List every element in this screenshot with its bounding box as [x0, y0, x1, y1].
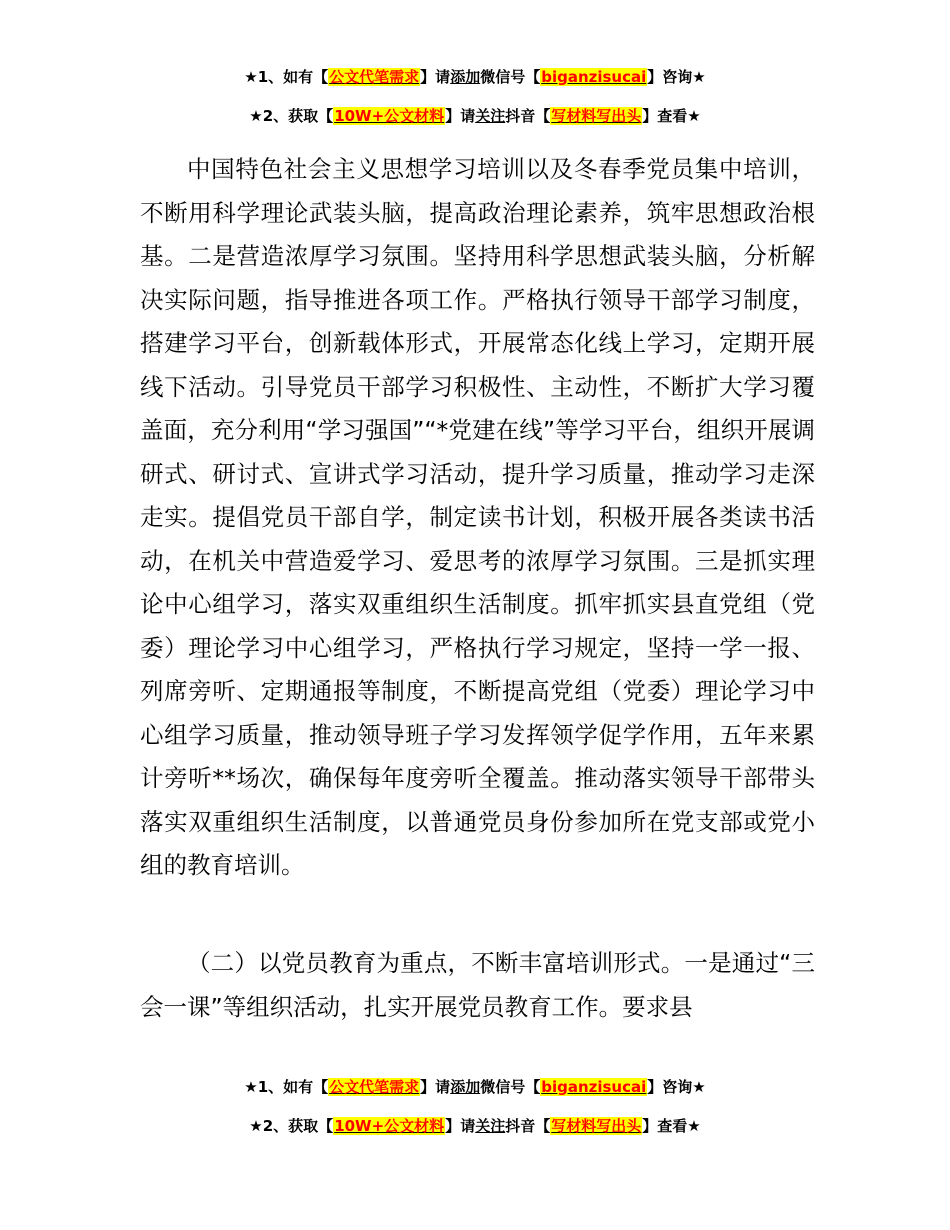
ad-mid: 微信号【	[480, 1078, 541, 1096]
header-ad-line-1	[0, 66, 950, 88]
ad-mid: 】请	[420, 1078, 451, 1096]
ad-emphasis: 添加	[450, 1078, 481, 1096]
ad-prefix: ★2、获取【	[249, 107, 334, 125]
ad-emphasis: 关注	[475, 107, 506, 125]
ad-prefix: ★2、获取【	[249, 1117, 334, 1135]
ad-mid: 抖音【	[505, 107, 551, 125]
ad-highlight-wechat-id: biganzisucai	[541, 68, 647, 86]
ad-mid: 微信号【	[480, 68, 541, 86]
document-body-section-1	[140, 148, 815, 888]
ad-suffix: 】咨询★	[647, 68, 706, 86]
ad-emphasis: 关注	[475, 1117, 506, 1135]
ad-prefix: ★1、如有【	[244, 68, 329, 86]
ad-mid: 抖音【	[505, 1117, 551, 1135]
footer-ad-line-2	[0, 1115, 950, 1137]
ad-prefix: ★1、如有【	[244, 1078, 329, 1096]
ad-mid: 】请	[445, 1117, 476, 1135]
ad-suffix: 】查看★	[642, 1117, 701, 1135]
ad-highlight-douyin: 写材料写出头	[551, 1117, 642, 1135]
header-ad-line-2	[0, 105, 950, 127]
ad-mid: 】请	[420, 68, 451, 86]
ad-highlight-materials: 10W+公文材料	[334, 107, 445, 125]
ad-mid: 】请	[445, 107, 476, 125]
ad-suffix: 】咨询★	[647, 1078, 706, 1096]
ad-emphasis: 添加	[450, 68, 481, 86]
ad-highlight-douyin: 写材料写出头	[551, 107, 642, 125]
ad-highlight-wechat-id: biganzisucai	[541, 1078, 647, 1096]
body-paragraph: （二）以党员教育为重点，不断丰富培训形式。一是通过“三会一课”等组织活动，扎实开展党员教育工作。要求县	[140, 949, 815, 1021]
document-body-section-2	[140, 942, 815, 1029]
ad-highlight-materials: 10W+公文材料	[334, 1117, 445, 1135]
ad-highlight-service: 公文代笔需求	[329, 1078, 420, 1096]
body-paragraph: 中国特色社会主义思想学习培训以及冬春季党员集中培训，不断用科学理论武装头脑，提高政治理论素养，筑牢思想政治根基。二是营造浓厚学习氛围。坚持用科学思想武装头脑，分析解决实际问题，指导推进各项工作。严格执行领导干部学习制度，搭建学习平台，创新载体形式，开展常态化线上学习，定期开展线下活动。引导党员干部学习积极性、主动性，不断扩大学习覆盖面，充分利用“学习强国”“*党建在线”等学习平台，组织开展调研式、研讨式、宣讲式学习活动，提升学习质量，推动学习走深走实。提倡党员干部自学，制定读书计划，积极开展各类读书活动，在机关中营造爱学习、爱思考的浓厚学习氛围。三是抓实理论中心组学习，落实双重组织生活制度。抓牢抓实县直党组（党委）理论学习中心组学习，严格执行学习规定，坚持一学一报、列席旁听、定期通报等制度，不断提高党组（党委）理论学习中心组学习质量，推动领导班子学习发挥领学促学作用，五年来累计旁听**场次，确保每年度旁听全覆盖。推动落实领导干部带头落实双重组织生活制度，以普通党员身份参加所在党支部或党小组的教育培训。	[140, 155, 815, 879]
ad-suffix: 】查看★	[642, 107, 701, 125]
footer-ad-line-1	[0, 1076, 950, 1098]
ad-highlight-service: 公文代笔需求	[329, 68, 420, 86]
